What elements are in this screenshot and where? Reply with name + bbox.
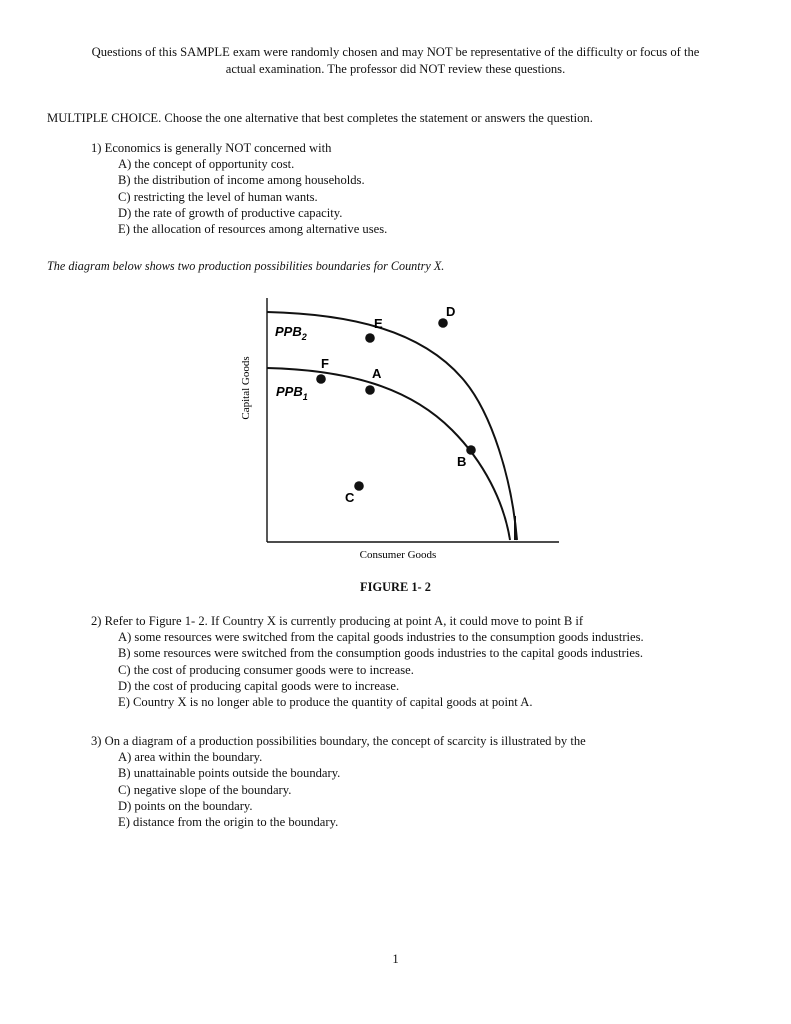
option-e: E) the allocation of resources among alternative uses. — [118, 222, 388, 237]
ppb2-label: $PPB_2$ — [275, 324, 307, 342]
option-a: A) some resources were switched from the capital goods industries to the consumption goods industries. — [118, 630, 644, 644]
question-3-options — [118, 749, 340, 830]
disclaimer-line-2: actual examination. The professor did NOT review these questions. — [225, 62, 566, 76]
option-b: B) the distribution of income among households. — [118, 173, 365, 188]
option-d: D) the cost of producing capital goods were to increase. — [118, 678, 400, 693]
point-d-label: D — [446, 304, 456, 319]
option-a: A) area within the boundary. — [118, 750, 263, 764]
point-d — [438, 318, 448, 328]
question-stem: 2) Refer to Figure 1‑ 2. If Country X is currently producing at point A, it could move to point B if — [91, 614, 584, 628]
option-e: E) distance from the origin to the boundary. — [118, 815, 339, 830]
y-axis-label: Capital Goods — [240, 356, 252, 420]
point-a — [365, 385, 375, 395]
option-d: D) points on the boundary. — [118, 798, 253, 813]
point-f-label: F — [321, 356, 329, 371]
option-c: C) restricting the level of human wants. — [118, 189, 318, 204]
figure-label: FIGURE 1‑ 2 — [360, 580, 431, 594]
point-e — [365, 333, 375, 343]
question-2 — [91, 613, 583, 629]
ppb1-label: $PPB_1$ — [276, 384, 308, 402]
option-a: A) the concept of opportunity cost. — [118, 157, 295, 171]
page-number: 1 — [392, 952, 399, 966]
question-1-options — [118, 156, 387, 237]
point-b-label: B — [457, 454, 467, 469]
option-b: B) some resources were switched from the consumption goods industries to the capital goods industries. — [118, 646, 643, 661]
point-b — [466, 445, 476, 455]
point-e-label: E — [374, 316, 383, 331]
question-3 — [91, 733, 586, 749]
ppb2-curve — [267, 312, 517, 540]
section-instructions: MULTIPLE CHOICE. Choose the one alternative that best completes the statement or answers the question. — [47, 111, 593, 125]
disclaimer-line-1: Questions of this SAMPLE exam were randomly chosen and may NOT be representative of the difficulty or focus of the — [91, 45, 700, 59]
question-stem: 3) On a diagram of a production possibilities boundary, the concept of scarcity is illustrated by the — [91, 734, 586, 748]
question-1 — [91, 140, 331, 156]
option-d: D) the rate of growth of productive capacity. — [118, 205, 343, 220]
x-axis-label: Consumer Goods — [359, 549, 437, 561]
figure-caption: The diagram below shows two production possibilities boundaries for Country X. — [47, 259, 445, 273]
point-c — [354, 481, 364, 491]
option-c: C) the cost of producing consumer goods were to increase. — [118, 662, 414, 677]
ppb-diagram — [230, 290, 570, 570]
option-b: B) unattainable points outside the boundary. — [118, 766, 341, 781]
question-stem: 1) Economics is generally NOT concerned with — [91, 141, 332, 155]
option-c: C) negative slope of the boundary. — [118, 782, 292, 797]
point-a-label: A — [372, 366, 382, 381]
point-f — [316, 374, 326, 384]
point-c-label: C — [345, 490, 355, 505]
option-e: E) Country X is no longer able to produce the quantity of capital goods at point A. — [118, 695, 533, 710]
exam-disclaimer — [40, 44, 751, 78]
question-2-options — [118, 629, 644, 710]
